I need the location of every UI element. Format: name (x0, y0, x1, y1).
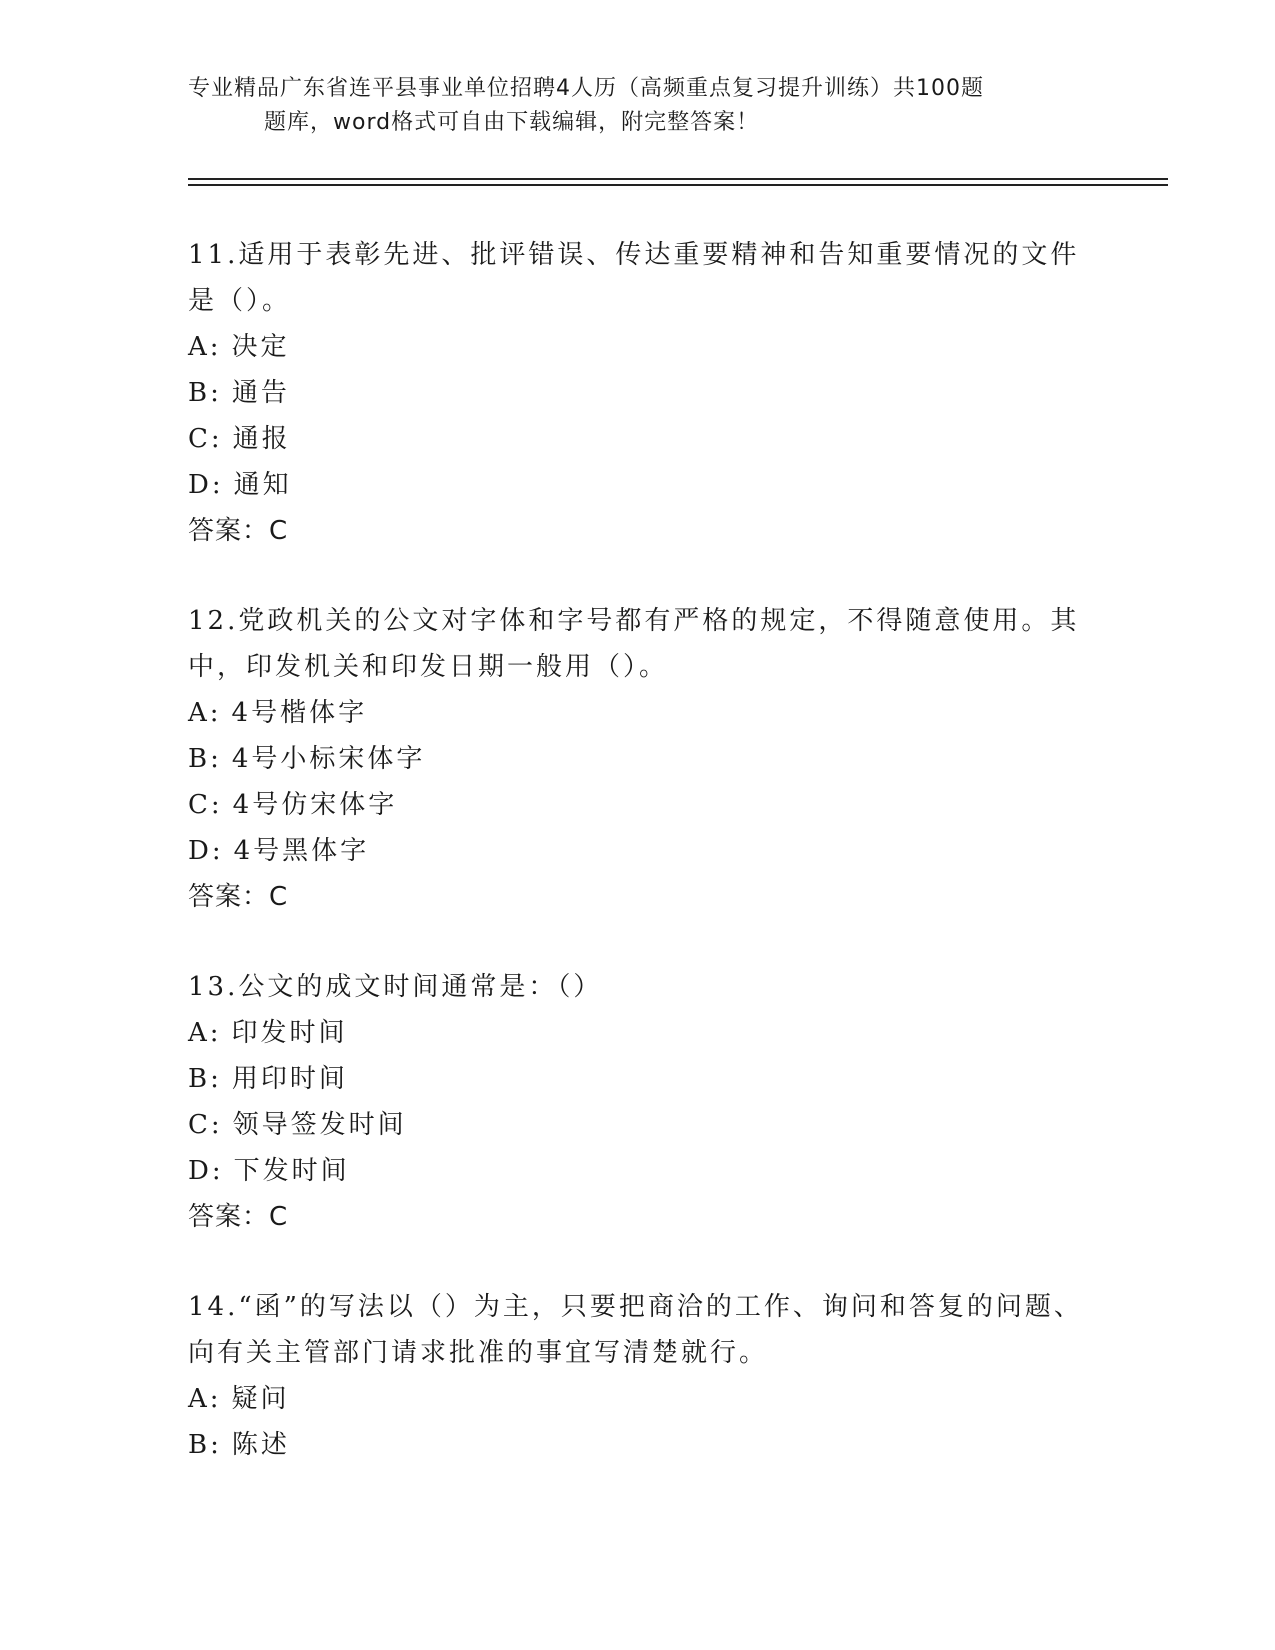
option-c (188, 416, 1088, 462)
option-key: A: (188, 698, 222, 728)
option-key: C: (188, 1110, 223, 1140)
option-text: 通知 (233, 470, 292, 500)
answer-line: 答案：C (188, 882, 289, 912)
option-c (188, 782, 1088, 828)
option-text: 通告 (231, 378, 290, 408)
option-a (188, 324, 1088, 370)
option-key: A: (188, 1018, 222, 1048)
option-text: 4号小标宋体字 (231, 744, 426, 774)
option-d (188, 1148, 1088, 1194)
question-14 (188, 1284, 1088, 1468)
option-b (188, 1056, 1088, 1102)
option-key: C: (188, 790, 223, 820)
question-stem: 11.适用于表彰先进、批评错误、传达重要精神和告知重要情况的文件是（）。 (188, 240, 1080, 316)
option-key: C: (188, 424, 223, 454)
answer-line: 答案：C (188, 516, 289, 546)
question-13 (188, 964, 1088, 1240)
option-key: B: (188, 1064, 222, 1094)
option-text: 领导签发时间 (232, 1110, 407, 1140)
option-key: B: (188, 378, 222, 408)
header-divider-top (188, 178, 1168, 180)
header-title-line-2: 题库，word格式可自由下载编辑，附完整答案！ (264, 110, 760, 135)
option-key: D: (188, 470, 224, 500)
option-text: 4号仿宋体字 (232, 790, 398, 820)
document-header (188, 72, 1068, 140)
option-c (188, 1102, 1088, 1148)
option-key: A: (188, 332, 222, 362)
option-text: 疑问 (231, 1384, 290, 1414)
option-text: 通报 (232, 424, 291, 454)
header-title-line-1: 专业精品广东省连平县事业单位招聘4人历（高频重点复习提升训练）共100题 (188, 76, 984, 101)
option-a (188, 1010, 1088, 1056)
option-b (188, 1422, 1088, 1468)
question-stem: 14.“函”的写法以（）为主，只要把商洽的工作、询问和答复的问题、向有关主管部门请求批准的事宜写清楚就行。 (188, 1292, 1083, 1368)
option-text: 用印时间 (231, 1064, 348, 1094)
option-a (188, 690, 1088, 736)
option-text: 4号楷体字 (231, 698, 368, 728)
option-text: 陈述 (231, 1430, 290, 1460)
header-divider-bottom (188, 184, 1168, 186)
option-key: A: (188, 1384, 222, 1414)
option-d (188, 828, 1088, 874)
question-stem: 13.公文的成文时间通常是：（） (188, 972, 603, 1002)
option-key: B: (188, 1430, 222, 1460)
question-list (188, 232, 1088, 1512)
question-12 (188, 598, 1088, 920)
option-key: D: (188, 1156, 224, 1186)
answer-line: 答案：C (188, 1202, 289, 1232)
question-11 (188, 232, 1088, 554)
option-text: 4号黑体字 (233, 836, 370, 866)
option-text: 决定 (231, 332, 290, 362)
option-key: D: (188, 836, 224, 866)
option-a (188, 1376, 1088, 1422)
option-d (188, 462, 1088, 508)
question-stem: 12.党政机关的公文对字体和字号都有严格的规定，不得随意使用。其中，印发机关和印发日期一般用（）。 (188, 606, 1080, 682)
option-text: 下发时间 (233, 1156, 350, 1186)
option-text: 印发时间 (231, 1018, 348, 1048)
option-key: B: (188, 744, 222, 774)
option-b (188, 370, 1088, 416)
option-b (188, 736, 1088, 782)
